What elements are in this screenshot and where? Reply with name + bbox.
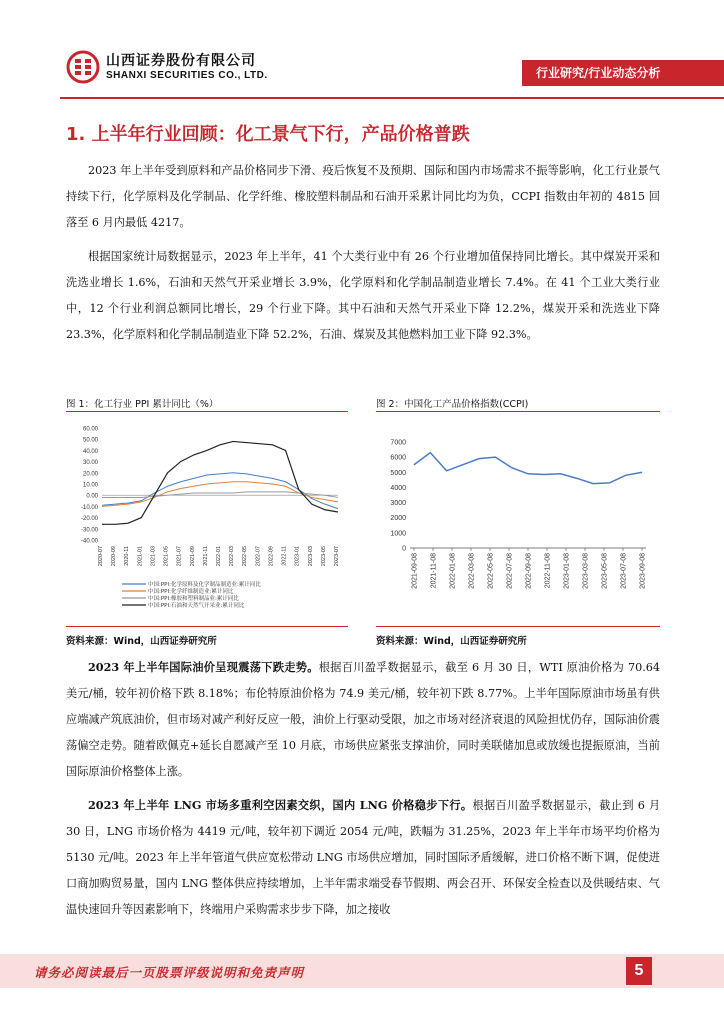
legend-label: 中国:PPI:化学原料及化学制品制造业:累计同比 <box>148 582 261 588</box>
figure1-source: 资料来源：Wind，山西证券研究所 <box>66 636 217 647</box>
legend-label: 中国:PPI:化学纤维制造业:累计同比 <box>148 589 234 595</box>
x-tick-label: 2020-09 <box>111 546 118 567</box>
figure1-bottom-rule <box>66 626 348 627</box>
x-tick-label: 2023-05-08 <box>601 553 609 589</box>
x-tick-label: 2022-07-08 <box>506 553 514 589</box>
ppi-line-chart <box>66 414 348 626</box>
y-tick-label: 0.00 <box>86 493 98 500</box>
paragraph-2: 根据国家统计局数据显示，2023 年上半年，41 个大类行业中有 26 个行业增加值保持同比增长。其中煤炭开采和洗选业增长 1.6%，石油和天然气开采业增长 3.9%，化学原料和化学制品制造业增长 7.4%。在 41 个工业大类行业中，12 个行业利润总额同比增长，29 个行业下降。其中石油和天然气开采业下降 12.2%，煤炭开采和洗选业下降 23.3%，化学原料和化学制品制造业下降 52.2%，石油、煤炭及其他燃料加工业下降 92.3%。 <box>66 250 660 341</box>
x-tick-label: 2021-07 <box>176 546 183 567</box>
series-line <box>102 473 338 509</box>
figure2-top-rule <box>376 411 660 412</box>
paragraph-3-body: 根据百川盈孚数据显示，截至 6 月 30 日，WTI 原油价格为 70.64 美元/桶，较年初价格下跌 8.18%；布伦特原油价格为 74.9 美元/桶，较年初下跌 8.77%。上半年国际原油市场虽有供应端减产筑底油价，但市场对减产利好反应一般，油价上行驱动受限，加之市场对经济衰退的风险担忧仍存，国际油价震荡偏空走势。随着欧佩克+延长自愿减产至 10 月底，市场供应紧张支撑油价，同时美联储加息或放缓也提振原油，当前国际原油价格整体上涨。 <box>66 661 660 778</box>
paragraph-3 <box>66 654 660 785</box>
x-tick-label: 2022-05-08 <box>487 553 495 589</box>
x-tick-label: 2022-03-08 <box>468 553 476 589</box>
x-tick-label: 2022-05 <box>242 546 249 567</box>
x-tick-label: 2021-01 <box>137 546 144 567</box>
figure2-source: 资料来源：Wind，山西证券研究所 <box>376 636 527 647</box>
y-tick-label: 7000 <box>390 439 406 447</box>
paragraph-1: 2023 年上半年受到原料和产品价格同步下滑、疫后恢复不及预期、国际和国内市场需求不振等影响，化工行业景气持续下行，化学原料及化学制品、化学纤维、橡胶塑料制品和石油开采累计同比均为负，CCPI 指数由年初的 4815 回落至 6 月内最低 4217。 <box>66 164 660 229</box>
legend-label: 中国:PPI:石油和天然气开采业:累计同比 <box>148 603 245 609</box>
company-logo <box>66 50 100 84</box>
x-tick-label: 2022-03 <box>229 546 236 567</box>
y-tick-label: 5000 <box>390 469 406 477</box>
y-tick-label: 40.00 <box>82 448 98 455</box>
x-tick-label: 2021-05 <box>163 546 170 567</box>
x-tick-label: 2023-07-08 <box>620 553 628 589</box>
x-tick-label: 2022-07 <box>255 546 262 567</box>
y-tick-label: 50.00 <box>82 437 98 444</box>
x-tick-label: 2021-11 <box>202 546 209 566</box>
report-category: 行业研究/行业动态分析 <box>536 66 661 80</box>
x-tick-label: 2021-03 <box>150 546 157 567</box>
page-header <box>0 0 724 100</box>
y-tick-label: 30.00 <box>82 460 98 467</box>
x-tick-label: 2022-09 <box>268 546 275 567</box>
paragraph-4-body: 根据百川盈孚数据显示，截止到 6 月 30 日，LNG 市场价格为 4419 元/吨，较年初下调近 2054 元/吨，跌幅为 31.25%，2023 年上半年市场平均价格为 5130 元/吨。2023 年上半年管道气供应宽松带动 LNG 市场供应增加，同时国际矛盾缓解，进口价格不断下调，促使进口商加购贸易量，国内 LNG 整体供应持续增加，上半年需求端受春节假期、两会召开、环保安全检查以及供暖结束、气温快速回升等因素影响下，终端用户采购需求步步下降，加之接收 <box>66 799 661 916</box>
y-tick-label: 20.00 <box>82 471 98 478</box>
y-tick-label: 0 <box>402 545 406 553</box>
company-name-en: SHANXI SECURITIES CO., LTD. <box>106 70 268 81</box>
y-tick-label: -30.00 <box>80 527 98 534</box>
y-tick-label: 1000 <box>390 530 406 538</box>
x-tick-label: 2023-05 <box>320 546 327 567</box>
legend-label: 中国:PPI:橡胶和塑料制品业:累计同比 <box>148 596 239 602</box>
x-tick-label: 2023-01 <box>294 546 301 567</box>
section-title: 1. 上半年行业回顾：化工景气下行，产品价格普跌 <box>66 124 470 145</box>
y-tick-label: 4000 <box>390 484 406 492</box>
ccpi-line-chart <box>376 414 660 626</box>
y-tick-label: -20.00 <box>80 516 98 523</box>
x-tick-label: 2020-11 <box>124 546 131 566</box>
y-tick-label: -10.00 <box>80 504 98 511</box>
x-tick-label: 2022-01-08 <box>449 553 457 589</box>
paragraph-4-lead: 2023 年上半年 LNG 市场多重利空因素交织，国内 LNG 价格稳步下行。 <box>88 798 473 812</box>
x-tick-label: 2023-03-08 <box>582 553 590 589</box>
y-tick-label: 2000 <box>390 515 406 523</box>
figure1-top-rule <box>66 411 348 412</box>
x-tick-label: 2023-09-08 <box>639 553 647 589</box>
paragraph-4 <box>66 792 660 923</box>
page-number: 5 <box>626 957 652 985</box>
y-tick-label: 6000 <box>390 454 406 462</box>
company-name-cn: 山西证券股份有限公司 <box>106 53 256 69</box>
x-tick-label: 2021-11-08 <box>430 553 438 589</box>
y-tick-label: -40.00 <box>80 538 98 545</box>
x-tick-label: 2023-03 <box>307 546 314 567</box>
x-tick-label: 2022-01 <box>216 546 222 567</box>
y-tick-label: 60.00 <box>82 426 98 433</box>
y-tick-label: 10.00 <box>82 482 98 489</box>
x-tick-label: 2020-07 <box>98 546 104 567</box>
figure2-caption: 图 2：中国化工产品价格指数(CCPI) <box>376 399 529 410</box>
figure2-bottom-rule <box>376 626 660 627</box>
y-tick-label: 3000 <box>390 500 406 508</box>
x-tick-label: 2022-09-08 <box>525 553 533 589</box>
x-tick-label: 2022-11 <box>281 546 288 566</box>
x-tick-label: 2023-07 <box>334 546 340 567</box>
paragraph-3-lead: 2023 年上半年国际油价呈现震荡下跌走势。 <box>88 660 319 674</box>
header-divider <box>60 97 724 99</box>
ccpi-series-line <box>414 453 642 484</box>
footer-disclaimer: 请务必阅读最后一页股票评级说明和免责声明 <box>34 965 305 980</box>
report-category-bar <box>522 60 724 86</box>
x-tick-label: 2021-09 <box>189 546 196 567</box>
x-tick-label: 2023-01-08 <box>563 553 571 589</box>
x-tick-label: 2022-11-08 <box>544 553 552 589</box>
figure1-caption: 图 1：化工行业 PPI 累计同比（%） <box>66 399 219 410</box>
x-tick-label: 2021-09-08 <box>411 553 419 589</box>
